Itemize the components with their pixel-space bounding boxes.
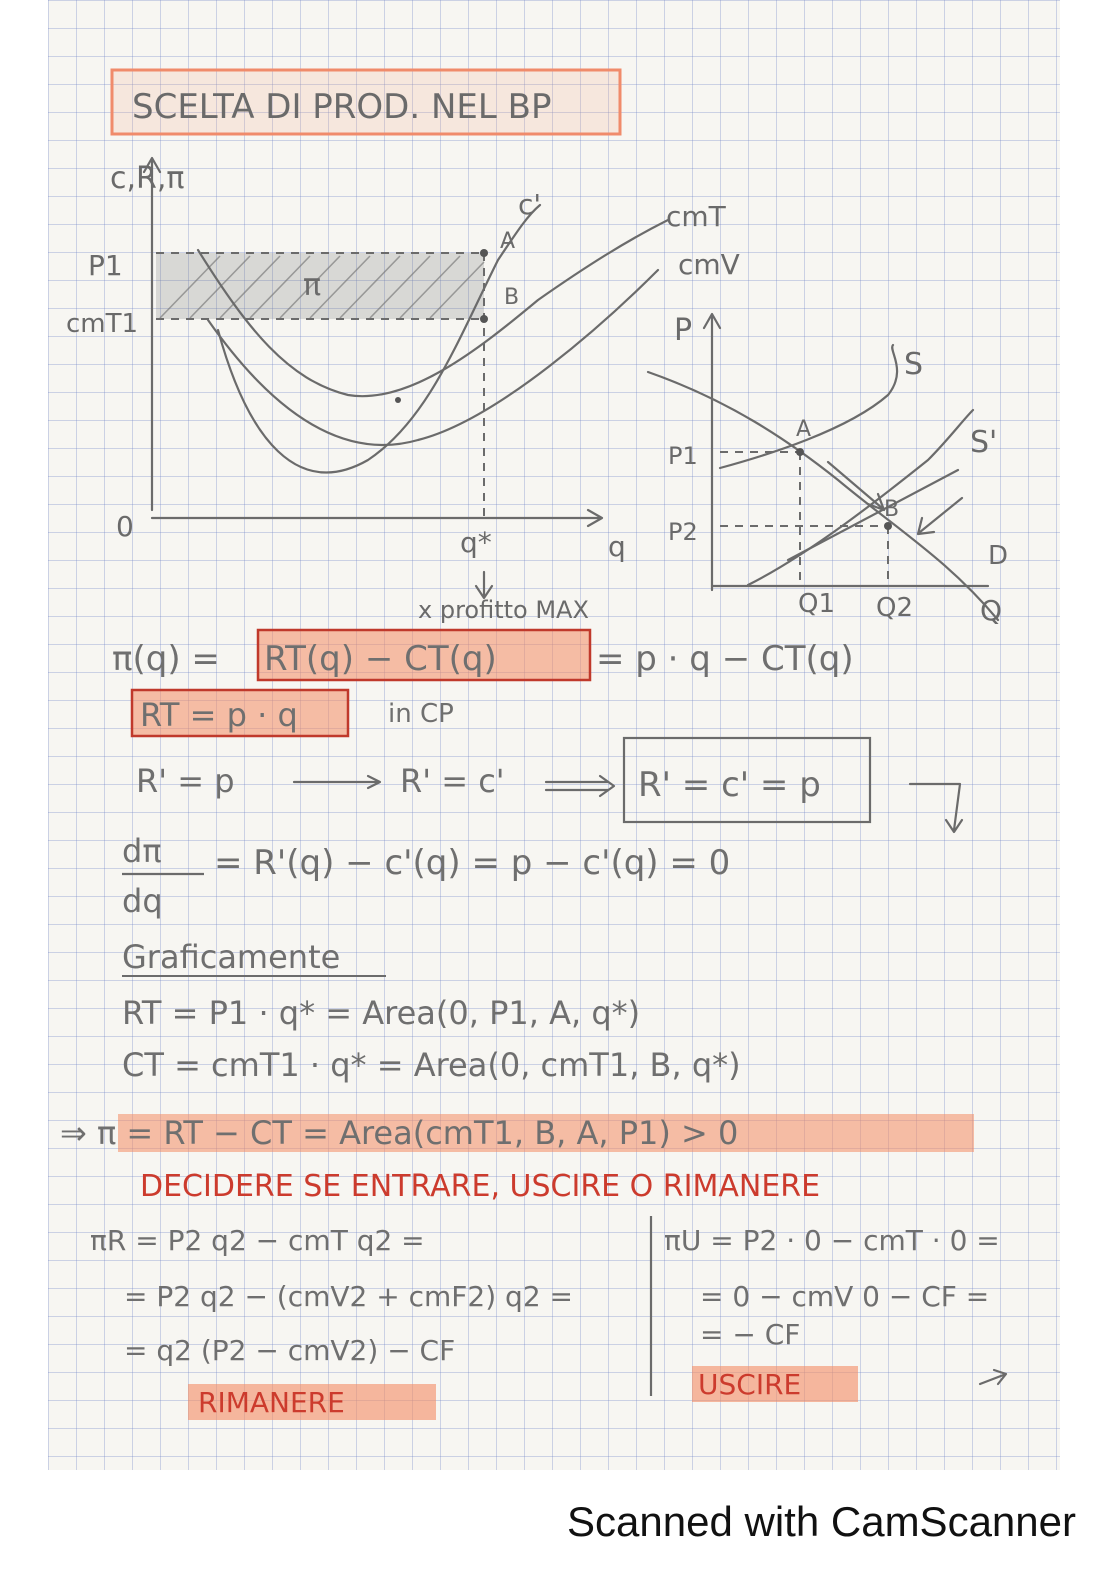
y-axis [144,158,160,510]
profit-max-caption: x profitto MAX [418,596,589,624]
svg-text:= p · q − CT(q): = p · q − CT(q) [596,639,854,679]
svg-text:P1: P1 [88,249,123,282]
marginal-condition [136,738,962,832]
svg-text:Q2: Q2 [876,593,914,623]
handwritten-notes [48,0,1060,1470]
scanner-watermark: Scanned with CamScanner [567,1498,1076,1545]
svg-text:A: A [796,417,812,442]
svg-text:= q2 (P2 − cmV2) − CF: = q2 (P2 − cmV2) − CF [124,1334,456,1367]
svg-text:CT = cmT1 · q* = Area(0, cmT1,: CT = cmT1 · q* = Area(0, cmT1, B, q*) [122,1046,741,1084]
svg-text:A: A [500,229,516,254]
svg-text:= 0 − cmV 0 − CF =: = 0 − cmV 0 − CF = [700,1280,990,1313]
svg-text:RT(q) − CT(q): RT(q) − CT(q) [264,639,497,679]
demand-curve [648,372,998,620]
exit-label: USCIRE [698,1368,802,1401]
svg-text:π(q) =: π(q) = [112,639,220,679]
svg-text:πR = P2 q2 − cmT q2 =: πR = P2 q2 − cmT q2 = [90,1224,425,1257]
y-axis [704,314,720,590]
rt-equation [132,690,454,736]
svg-text:π: π [303,268,322,303]
svg-text:S': S' [970,425,998,460]
svg-text:cmV: cmV [678,248,740,281]
profit-equation [112,630,854,680]
svg-text:Graficamente: Graficamente [122,938,341,976]
svg-text:Q: Q [980,594,1003,627]
svg-text:q: q [608,530,626,563]
market-graph [648,313,1008,627]
svg-text:dπ: dπ [122,832,162,870]
svg-text:P: P [674,313,693,348]
svg-text:Q1: Q1 [798,589,836,619]
svg-text:πU = P2 · 0 − cmT · 0 =: πU = P2 · 0 − cmT · 0 = [664,1224,1000,1257]
svg-text:= − CF: = − CF [700,1318,801,1351]
graphical-section [60,938,974,1152]
svg-text:RT = p · q: RT = p · q [140,696,298,734]
svg-text:RT = P1 · q* = Area(0, P1, A,: RT = P1 · q* = Area(0, P1, A, q*) [122,994,641,1032]
svg-text:dq: dq [122,882,163,920]
svg-text:in CP: in CP [388,699,454,729]
svg-text:P1: P1 [668,442,698,470]
svg-text:c,R,π: c,R,π [110,161,185,196]
page-title: SCELTA DI PROD. NEL BP [132,87,552,127]
svg-text:R' = c' = p: R' = c' = p [638,765,821,805]
svg-text:c': c' [518,188,542,221]
profit-area-equation: ⇒ π = RT − CT = Area(cmT1, B, A, P1) > 0 [60,1114,739,1152]
s-curve [720,345,897,468]
svg-text:B: B [884,497,900,522]
remain-label: RIMANERE [198,1386,345,1419]
svg-text:R' = p: R' = p [136,762,235,800]
derivative-condition [122,832,730,920]
svg-text:B: B [504,285,520,310]
decision-section [90,1169,1006,1420]
svg-text:R' = c': R' = c' [400,762,505,800]
svg-text:q*: q* [460,526,492,559]
svg-text:cmT1: cmT1 [66,309,139,339]
svg-text:S: S [904,347,924,382]
decision-heading: DECIDERE SE ENTRARE, USCIRE O RIMANERE [140,1169,821,1204]
notebook-page [48,0,1060,1470]
svg-text:= R'(q) − c'(q) = p − c'(q) =: = R'(q) − c'(q) = p − c'(q) = 0 [214,843,731,883]
x-axis [152,510,602,526]
svg-text:= P2 q2 − (cmV2 + cmF2) q2 =: = P2 q2 − (cmV2 + cmF2) q2 = [124,1280,573,1313]
svg-text:P2: P2 [668,518,698,546]
svg-text:0: 0 [116,510,134,543]
c-prime-curve [218,205,540,472]
svg-text:D: D [988,541,1009,571]
svg-text:cmT: cmT [666,200,726,233]
cost-graph [66,158,740,624]
